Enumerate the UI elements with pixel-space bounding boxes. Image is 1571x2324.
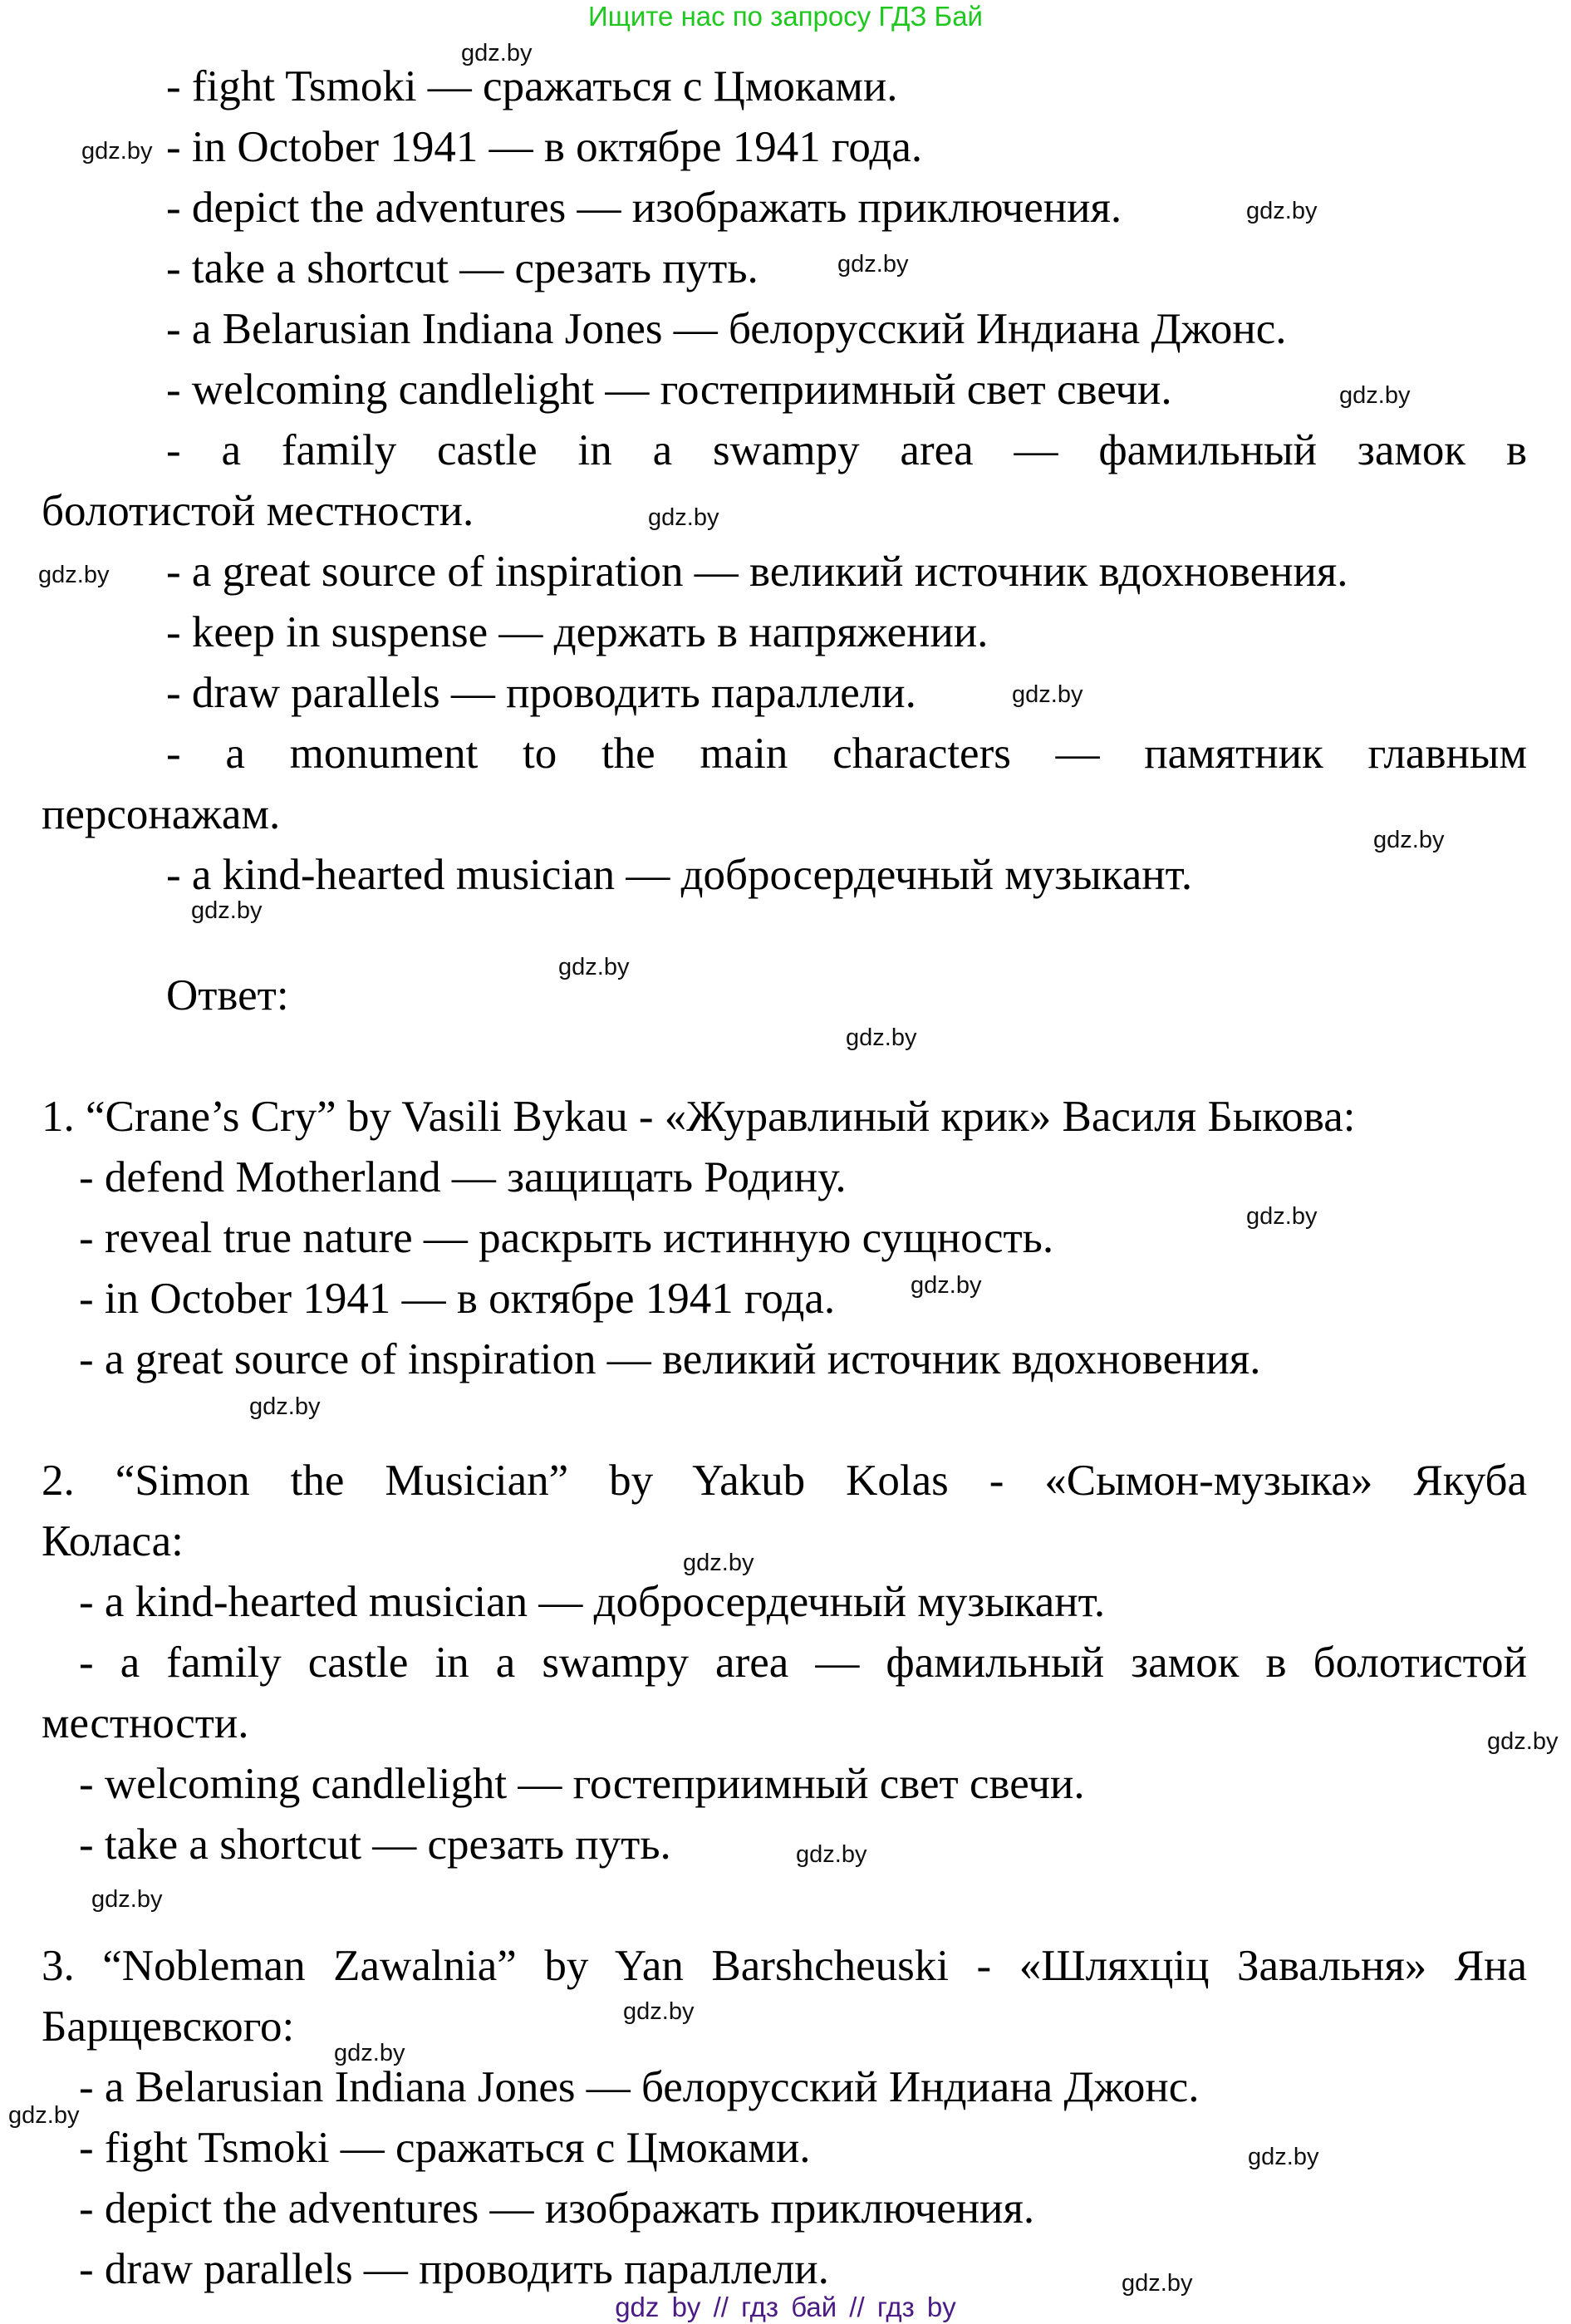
watermark: gdz.by (1339, 382, 1411, 409)
watermark: gdz.by (911, 1272, 982, 1299)
vocab-item: - a family castle in a swampy area — фамильный замок в (166, 426, 1527, 474)
watermark: gdz.by (91, 1886, 163, 1913)
watermark: gdz.by (558, 954, 630, 980)
watermark: gdz.by (334, 2040, 405, 2066)
vocab-item-continuation: болотистой местности. (42, 487, 474, 535)
answer-title: 3. “Nobleman Zawalnia” by Yan Barshcheuski - «Шляхціц Завальня» Яна (42, 1942, 1527, 1990)
watermark: gdz.by (683, 1550, 754, 1576)
answer-item: - reveal true nature — раскрыть истинную сущность. (79, 1214, 1054, 1262)
vocab-item: - a Belarusian Indiana Jones — белорусский Индиана Джонс. (166, 305, 1287, 353)
answer-title: 2. “Simon the Musician” by Yakub Kolas - «Сымон-музыка» Якуба (42, 1457, 1527, 1505)
answer-item: - a great source of inspiration — великий источник вдохновения. (79, 1335, 1261, 1383)
answer-item: - a kind-hearted musician — добросердечный музыкант. (79, 1578, 1106, 1626)
answer-item: - a family castle in a swampy area — фамильный замок в болотистой (79, 1639, 1527, 1687)
watermark: gdz.by (461, 40, 533, 66)
watermark: gdz.by (623, 1998, 695, 2025)
answer-item: - welcoming candlelight — гостеприимный свет свечи. (79, 1760, 1085, 1808)
watermark: gdz.by (8, 2102, 80, 2129)
watermark: gdz.by (1122, 2270, 1193, 2297)
answer-item: - take a shortcut — срезать путь. (79, 1820, 671, 1869)
watermark: gdz.by (38, 562, 110, 588)
vocab-item: - draw parallels — проводить параллели. (166, 669, 916, 717)
vocab-item: - a monument to the main characters — памятник главным (166, 730, 1527, 778)
vocab-item: - welcoming candlelight — гостеприимный свет свечи. (166, 366, 1172, 414)
answer-item: - a Belarusian Indiana Jones — белорусский Индиана Джонс. (79, 2063, 1200, 2111)
vocab-item: - fight Tsmoki — сражаться с Цмоками. (166, 62, 898, 111)
footer-links: gdz by // гдз бай // гдз by (615, 2292, 956, 2322)
watermark: gdz.by (1246, 198, 1318, 224)
answer-item: - depict the adventures — изображать приключения. (79, 2184, 1035, 2233)
answer-item: - in October 1941 — в октябре 1941 года. (79, 1275, 836, 1323)
watermark: gdz.by (1487, 1728, 1559, 1755)
answer-title-continuation: Коласа: (42, 1517, 184, 1565)
watermark: gdz.by (1373, 827, 1445, 853)
watermark: gdz.by (796, 1841, 867, 1868)
answer-item: - defend Motherland — защищать Родину. (79, 1153, 847, 1201)
answer-item: - draw parallels — проводить параллели. (79, 2245, 829, 2293)
vocab-item: - a kind-hearted musician — добросердечный музыкант. (166, 851, 1193, 899)
watermark: gdz.by (249, 1393, 321, 1420)
vocab-item: - keep in suspense — держать в напряжении. (166, 608, 989, 656)
watermark: gdz.by (1246, 1203, 1318, 1230)
watermark: gdz.by (846, 1024, 917, 1051)
watermark: gdz.by (191, 897, 263, 924)
search-banner: Ищите нас по запросу ГДЗ Бай (588, 1, 983, 32)
vocab-item: - in October 1941 — в октябре 1941 года. (166, 123, 923, 171)
answer-item: - fight Tsmoki — сражаться с Цмоками. (79, 2124, 811, 2172)
watermark: gdz.by (1012, 681, 1083, 708)
vocab-item: - a great source of inspiration — великий источник вдохновения. (166, 548, 1348, 596)
watermark: gdz.by (81, 138, 153, 165)
answer-item-continuation: местности. (42, 1699, 249, 1747)
vocab-item: - take a shortcut — срезать путь. (166, 244, 758, 292)
answer-title-continuation: Барщевского: (42, 2002, 295, 2051)
vocab-item-continuation: персонажам. (42, 790, 281, 838)
watermark: gdz.by (837, 251, 909, 278)
answer-title: 1. “Crane’s Cry” by Vasili Bykau - «Журавлиный крик» Василя Быкова: (42, 1093, 1356, 1141)
watermark: gdz.by (1248, 2144, 1319, 2170)
answer-label: Ответ: (166, 971, 289, 1020)
watermark: gdz.by (648, 504, 719, 531)
vocab-item: - depict the adventures — изображать приключения. (166, 184, 1122, 232)
